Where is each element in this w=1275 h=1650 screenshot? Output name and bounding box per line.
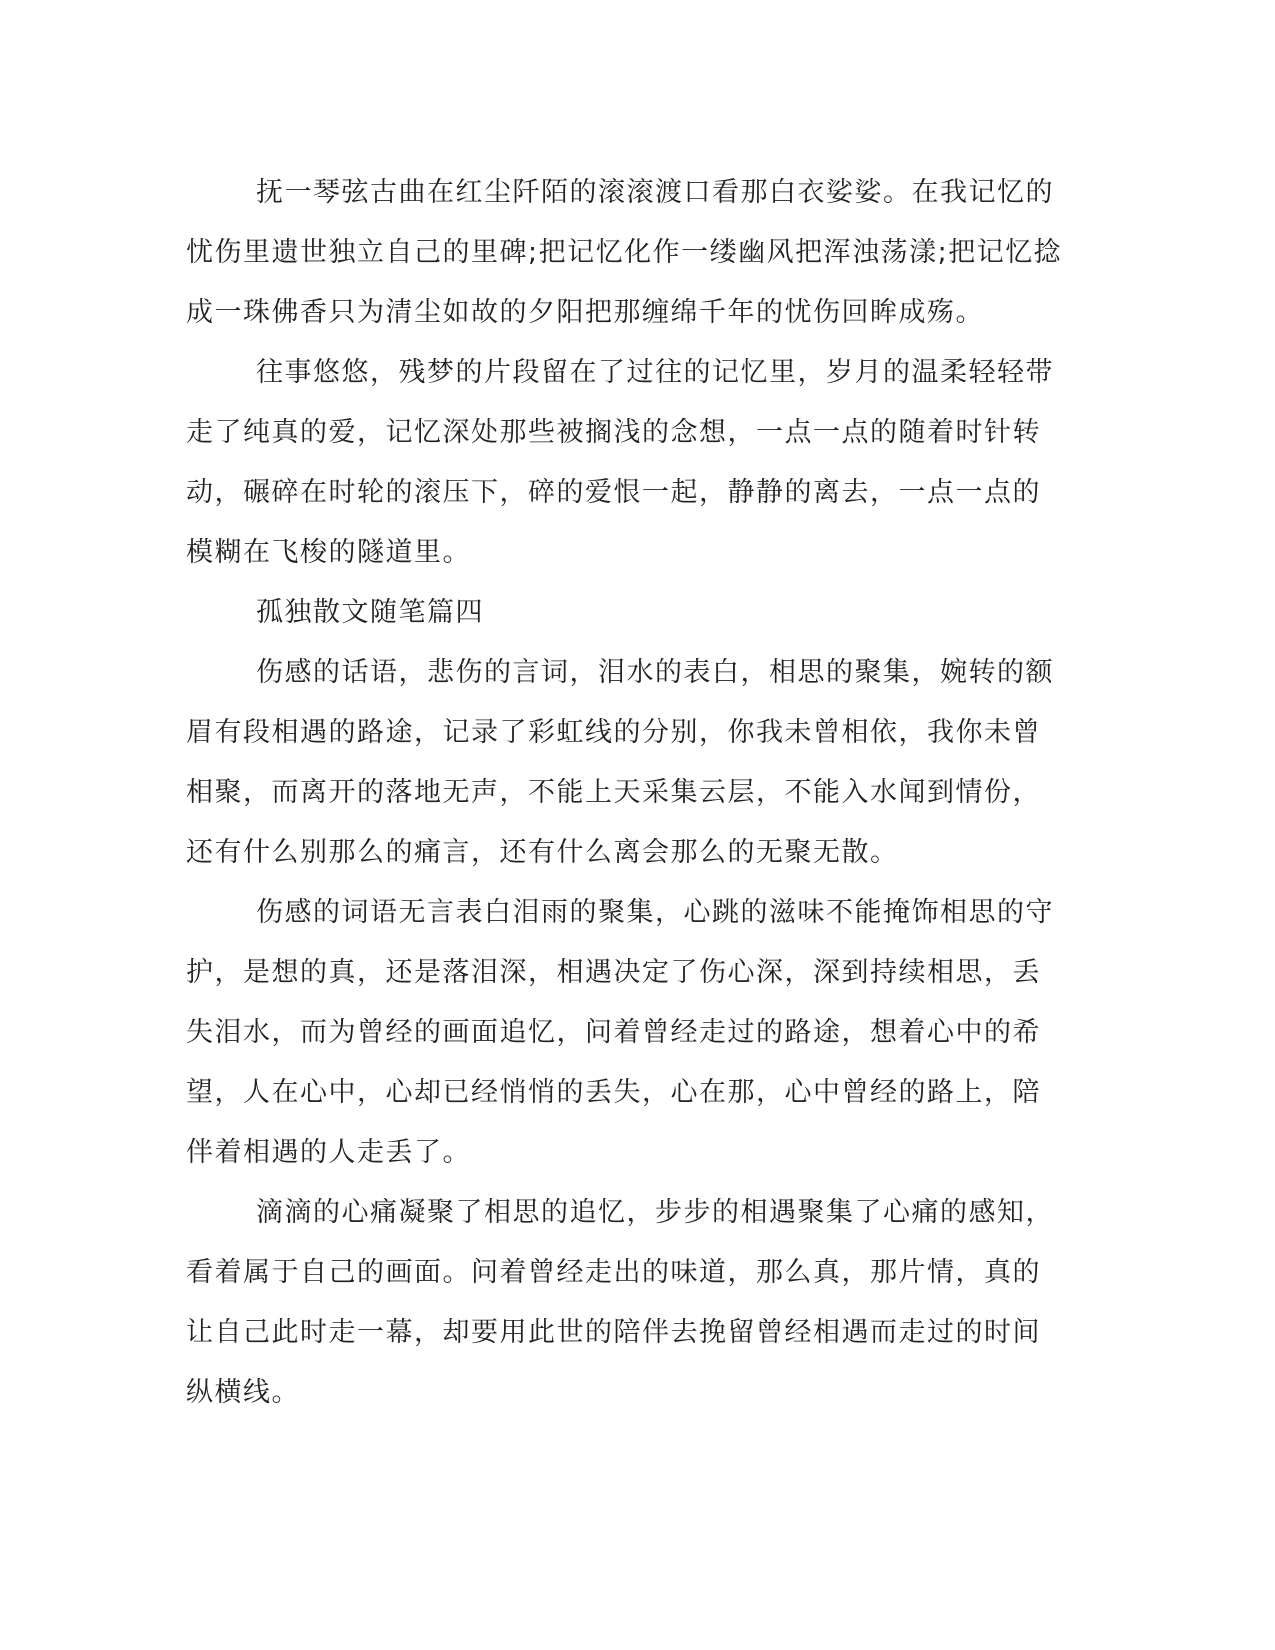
paragraph-line: 模糊在飞梭的隧道里。: [186, 537, 471, 568]
paragraph-line: 望，人在心中，心却已经悄悄的丢失，心在那，心中曾经的路上，陪: [186, 1077, 1041, 1108]
paragraph-line: 让自己此时走一幕，却要用此世的陪伴去挽留曾经相遇而走过的时间: [186, 1317, 1041, 1348]
paragraph: [186, 343, 1066, 583]
paragraph-line: 纵横线。: [186, 1377, 300, 1408]
paragraph-line: 眉有段相遇的路途，记录了彩虹线的分别，你我未曾相依，我你未曾: [186, 717, 1041, 748]
paragraph-line: 往事悠悠，残梦的片段留在了过往的记忆里，岁月的温柔轻轻带: [256, 357, 1054, 388]
paragraph-line: 成一珠佛香只为清尘如故的夕阳把那缠绵千年的忧伤回眸成殇。: [186, 297, 984, 328]
paragraph-line: 忧伤里遗世独立自己的里碑;把记忆化作一缕幽风把浑浊荡漾;把记忆捻: [186, 237, 1063, 268]
section-heading-text: 孤独散文随笔篇四: [256, 597, 484, 628]
paragraph: [186, 1183, 1066, 1423]
paragraph-line: 动，碾碎在时轮的滚压下，碎的爱恨一起，静静的离去，一点一点的: [186, 477, 1041, 508]
document-body: [186, 163, 1066, 1423]
paragraph: [186, 883, 1066, 1183]
paragraph: [186, 643, 1066, 883]
paragraph: [186, 163, 1066, 343]
paragraph-line: 还有什么别那么的痛言，还有什么离会那么的无聚无散。: [186, 837, 899, 868]
paragraph-line: 走了纯真的爱，记忆深处那些被搁浅的念想，一点一点的随着时针转: [186, 417, 1041, 448]
section-heading: [186, 583, 1066, 643]
paragraph-line: 相聚，而离开的落地无声，不能上天采集云层，不能入水闻到情份，: [186, 777, 1041, 808]
paragraph-line: 滴滴的心痛凝聚了相思的追忆，步步的相遇聚集了心痛的感知，: [256, 1197, 1054, 1228]
paragraph-line: 失泪水，而为曾经的画面追忆，问着曾经走过的路途，想着心中的希: [186, 1017, 1041, 1048]
paragraph-line: 伴着相遇的人走丢了。: [186, 1137, 471, 1168]
paragraph-line: 伤感的词语无言表白泪雨的聚集，心跳的滋味不能掩饰相思的守: [256, 897, 1054, 928]
paragraph-line: 抚一琴弦古曲在红尘阡陌的滚滚渡口看那白衣娑娑。在我记忆的: [256, 177, 1054, 208]
paragraph-line: 护，是想的真，还是落泪深，相遇决定了伤心深，深到持续相思，丢: [186, 957, 1041, 988]
paragraph-line: 看着属于自己的画面。问着曾经走出的味道，那么真，那片情，真的: [186, 1257, 1041, 1288]
paragraph-line: 伤感的话语，悲伤的言词，泪水的表白，相思的聚集，婉转的额: [256, 657, 1054, 688]
